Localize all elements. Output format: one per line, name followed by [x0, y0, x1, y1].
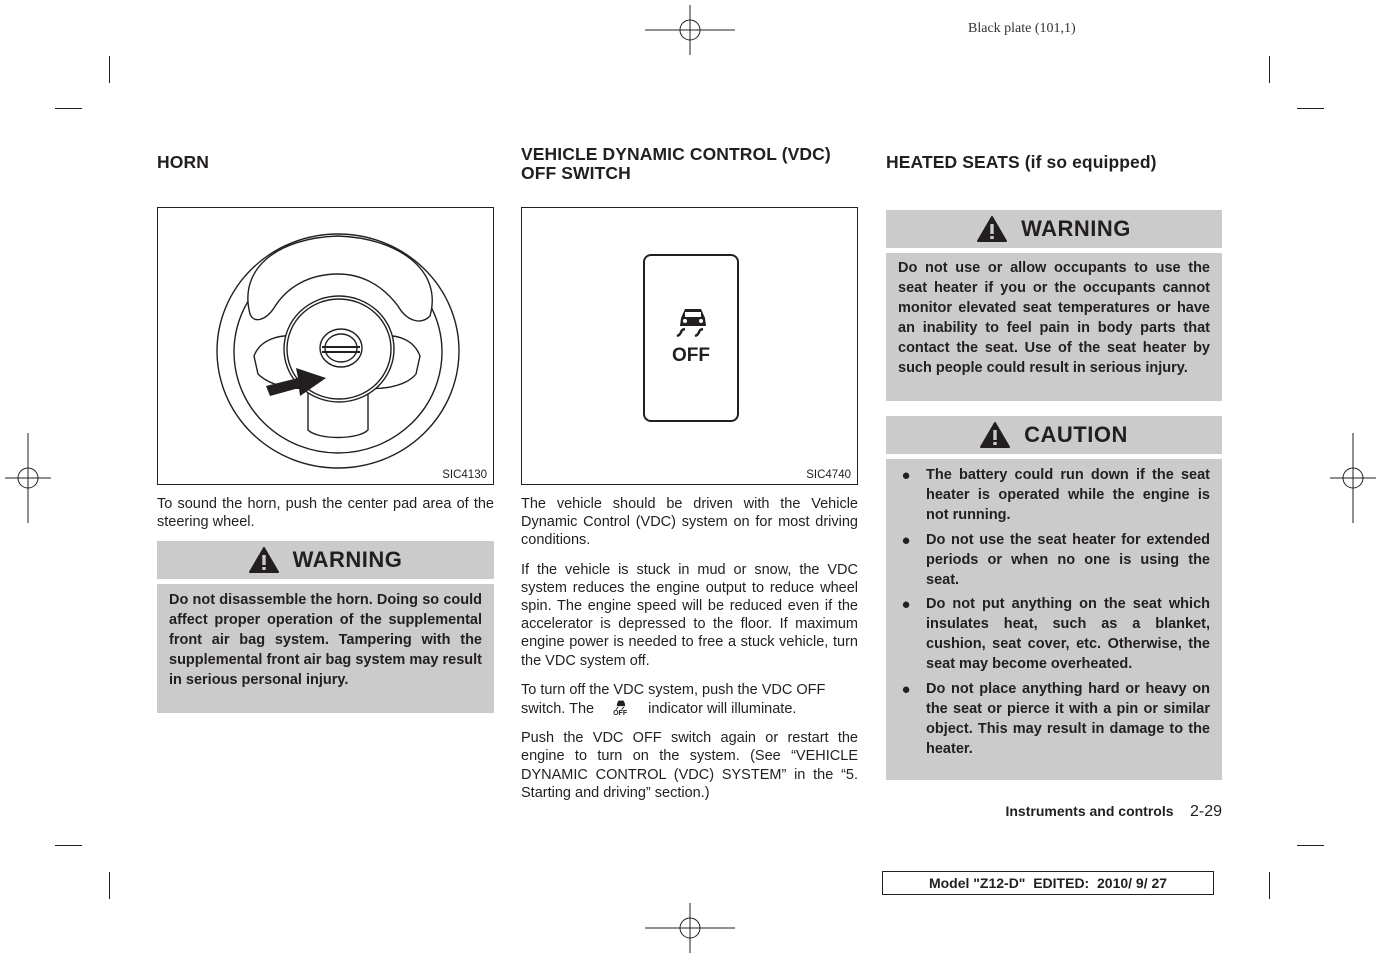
- list-item: ● Do not use the seat heater for extended periods or when no one is using the seat.: [898, 531, 1210, 591]
- registration-mark-icon: [645, 903, 735, 953]
- heated-caution-box: [886, 459, 1222, 780]
- bullet: ●: [901, 681, 911, 699]
- vdc-paragraph-4: Push the VDC OFF switch again or restart the engine to turn on the system. (See “VEHICLE DYNAMIC CONTROL (VDC) SYSTEM” in the “5. Starting and driving” section.): [521, 730, 858, 801]
- caution-title: CAUTION: [1024, 422, 1128, 447]
- heated-caution-bar: [886, 416, 1222, 454]
- caution-list: [898, 466, 1210, 760]
- vdc-off-switch-illustration: [643, 254, 739, 422]
- list-item: ● Do not put anything on the seat which insulates heat, such as a blanket, cushion, seat cover, etc. Otherwise, the seat may become overheated.: [898, 595, 1210, 675]
- warning-triangle-icon: [980, 422, 1010, 448]
- section-name: Instruments and controls: [1005, 803, 1174, 819]
- figure-label: SIC4130: [442, 469, 487, 481]
- warning-title: WARNING: [1021, 216, 1131, 241]
- vdc-off-indicator-icon: [606, 699, 636, 717]
- vdc-body: [521, 495, 858, 813]
- plate-label: Black plate (101,1): [968, 21, 1076, 36]
- vdc-switch-off-label: OFF: [672, 345, 710, 366]
- heated-warning-box: [886, 253, 1222, 401]
- vdc-paragraph-2: If the vehicle is stuck in mud or snow, the VDC system reduces the engine output to reduce wheel spin. The engine speed will be reduced even if the accelerator is depressed to the floor. If maximum engine power is needed to free a stuck vehicle, turn the VDC system off.: [521, 561, 858, 669]
- warning-title: WARNING: [292, 547, 403, 572]
- bullet: ●: [901, 531, 911, 549]
- vdc-heading: [521, 145, 831, 183]
- skidding-car-icon: [673, 304, 713, 338]
- figure-label: SIC4740: [806, 469, 851, 481]
- vdc-paragraph-3: [521, 681, 858, 718]
- steering-wheel-illustration: [158, 208, 493, 470]
- horn-warning-bar: [157, 541, 494, 579]
- registration-mark-icon: [5, 433, 51, 523]
- warning-triangle-icon: [249, 547, 279, 573]
- vdc-heading-line2: OFF SWITCH: [521, 163, 631, 183]
- page-number: 2-29: [1189, 803, 1222, 820]
- list-item: ● Do not place anything hard or heavy on the seat or pierce it with a pin or similar object. This may result in damage to the heater.: [898, 680, 1210, 760]
- heated-seats-heading: HEATED SEATS (if so equipped): [886, 152, 1157, 172]
- bullet: ●: [901, 596, 911, 614]
- heated-warning-bar: [886, 210, 1222, 248]
- warning-text: Do not disassemble the horn. Doing so could affect proper operation of the supplemental front air bag system. Tampering with the supplemental front air bag system may result in serious personal injury.: [169, 592, 482, 688]
- page-footer: [900, 803, 1222, 821]
- vdc-paragraph-3-b: indicator will illuminate.: [648, 701, 797, 718]
- vdc-paragraph-3-a: To turn off the VDC system, push the VDC OFF switch. The: [521, 681, 826, 718]
- list-item: ● The battery could run down if the seat heater is operated while the engine is not running.: [898, 466, 1210, 526]
- vdc-indicator-off-text: OFF: [613, 710, 628, 718]
- vdc-heading-line1: VEHICLE DYNAMIC CONTROL (VDC): [521, 144, 831, 164]
- horn-text: To sound the horn, push the center pad area of the steering wheel.: [157, 496, 494, 531]
- warning-text: Do not use or allow occupants to use the seat heater if you or the occupants cannot monitor elevated seat temperatures or have an inability to feel pain in body parts that contact the seat. Use of the seat heater by such people could result in serious injury.: [898, 260, 1210, 376]
- horn-figure: [157, 207, 494, 485]
- vdc-paragraph-1: The vehicle should be driven with the Vehicle Dynamic Control (VDC) system on for most driving conditions.: [521, 496, 858, 549]
- horn-heading: HORN: [157, 152, 209, 172]
- model-stamp: Model "Z12-D" EDITED: 2010/ 9/ 27: [882, 871, 1214, 895]
- horn-warning-box: [157, 584, 494, 713]
- registration-mark-icon: [645, 5, 735, 55]
- registration-mark-icon: [1330, 433, 1376, 523]
- bullet: ●: [901, 467, 911, 484]
- vdc-figure: [521, 207, 858, 485]
- warning-triangle-icon: [977, 216, 1007, 242]
